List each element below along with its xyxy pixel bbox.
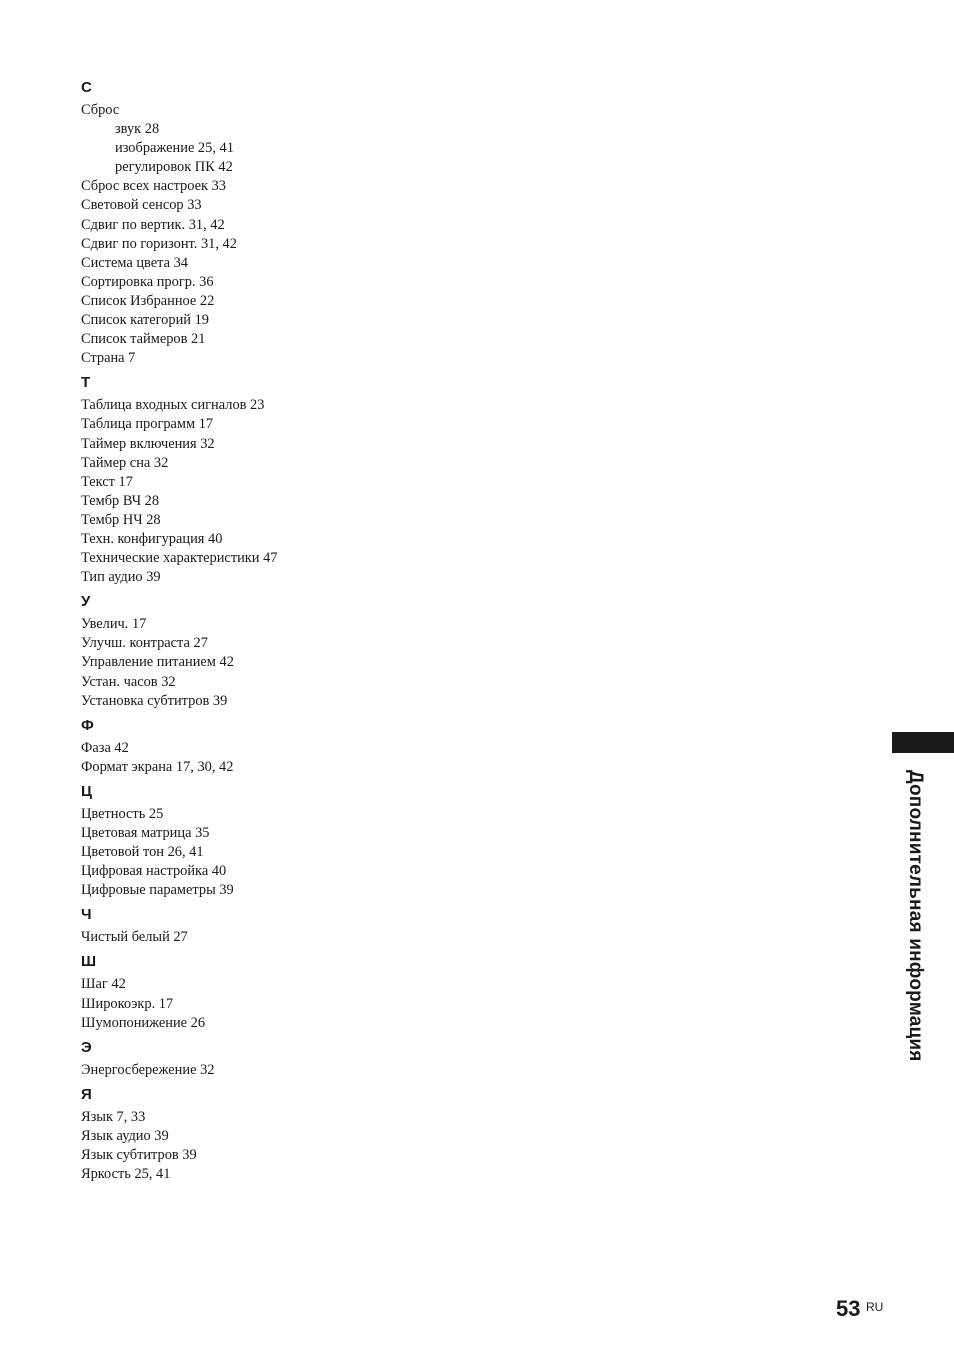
index-entry: Увелич. 17 [81,616,147,633]
section-letter: Ц [81,782,92,800]
index-entry: Список категорий 19 [81,312,209,329]
index-subentry: звук 28 [115,121,160,138]
index-entry: Технические характеристики 47 [81,550,278,567]
index-subentry: регулировок ПК 42 [115,159,233,176]
index-entry: Тип аудио 39 [81,569,161,586]
section-letter: Т [81,374,91,392]
index-entry: Формат экрана 17, 30, 42 [81,758,234,775]
index-entry: Сортировка прогр. 36 [81,273,214,290]
index-entry: Страна 7 [81,350,136,367]
index-entry: Сдвиг по горизонт. 31, 42 [81,235,237,252]
index-section [81,952,501,1032]
index-section [81,1038,501,1080]
index-entry: Улучш. контраста 27 [81,635,208,652]
index-section [81,716,501,777]
index-entry: Таймер сна 32 [81,454,169,471]
section-letter: Э [81,1038,92,1056]
index-entry: Световой сенсор 33 [81,197,202,214]
section-letter: С [81,79,92,96]
index-entry: Управление питанием 42 [81,654,234,671]
index-entry: Широкоэкр. 17 [81,995,174,1012]
index-entry: Яркость 25, 41 [81,1166,171,1183]
index-entry: Список таймеров 21 [81,331,206,348]
index-section [81,78,501,368]
index-section [81,1085,501,1184]
index-section [81,782,501,900]
index-entry: Сброс всех настроек 33 [81,178,226,195]
index-entry: Цифровая настройка 40 [81,863,227,880]
index-entry: Список Избранное 22 [81,292,215,309]
index-section [81,592,501,710]
index-entry: Язык аудио 39 [81,1127,169,1144]
index-entry: Цифровые параметры 39 [81,882,234,899]
index-entry: Язык 7, 33 [81,1108,146,1125]
index-subentry: изображение 25, 41 [115,140,234,157]
index-section [81,905,501,947]
index-entry: Шумопонижение 26 [81,1014,206,1031]
index-entry: Тембр НЧ 28 [81,511,161,528]
index-entry: Фаза 42 [81,739,129,756]
page-language-code: RU [866,1300,884,1314]
index-entry: Сброс [81,102,120,118]
index-entry: Цветность 25 [81,805,164,822]
index-section [81,373,501,587]
index-entry: Тембр ВЧ 28 [81,492,160,509]
page-number: 53 [836,1296,861,1321]
index-entry: Система цвета 34 [81,254,188,271]
index-entry: Таблица программ 17 [81,416,214,433]
section-letter: Ч [81,906,92,924]
section-letter: Я [81,1085,92,1103]
index-entry: Установка субтитров 39 [81,692,228,709]
section-letter: Ш [81,953,97,971]
index-entry: Сдвиг по вертик. 31, 42 [81,216,225,233]
index-entry: Язык субтитров 39 [81,1147,197,1164]
index-entry: Таймер включения 32 [81,435,215,452]
index-entry: Цветовой тон 26, 41 [81,844,204,861]
section-tab-label: Дополнительная информация [905,770,926,1062]
section-tab-marker [892,732,954,753]
index-list [81,77,501,1184]
index-entry: Шаг 42 [81,976,126,993]
index-entry: Энергосбережение 32 [81,1061,215,1078]
index-entry: Техн. конфигурация 40 [81,530,223,547]
index-entry: Текст 17 [81,473,133,490]
index-entry: Устан. часов 32 [81,673,176,690]
section-letter: Ф [81,716,94,734]
index-entry: Таблица входных сигналов 23 [81,397,265,414]
section-letter: У [81,593,91,611]
index-entry: Чистый белый 27 [81,929,188,946]
index-entry: Цветовая матрица 35 [81,825,210,841]
